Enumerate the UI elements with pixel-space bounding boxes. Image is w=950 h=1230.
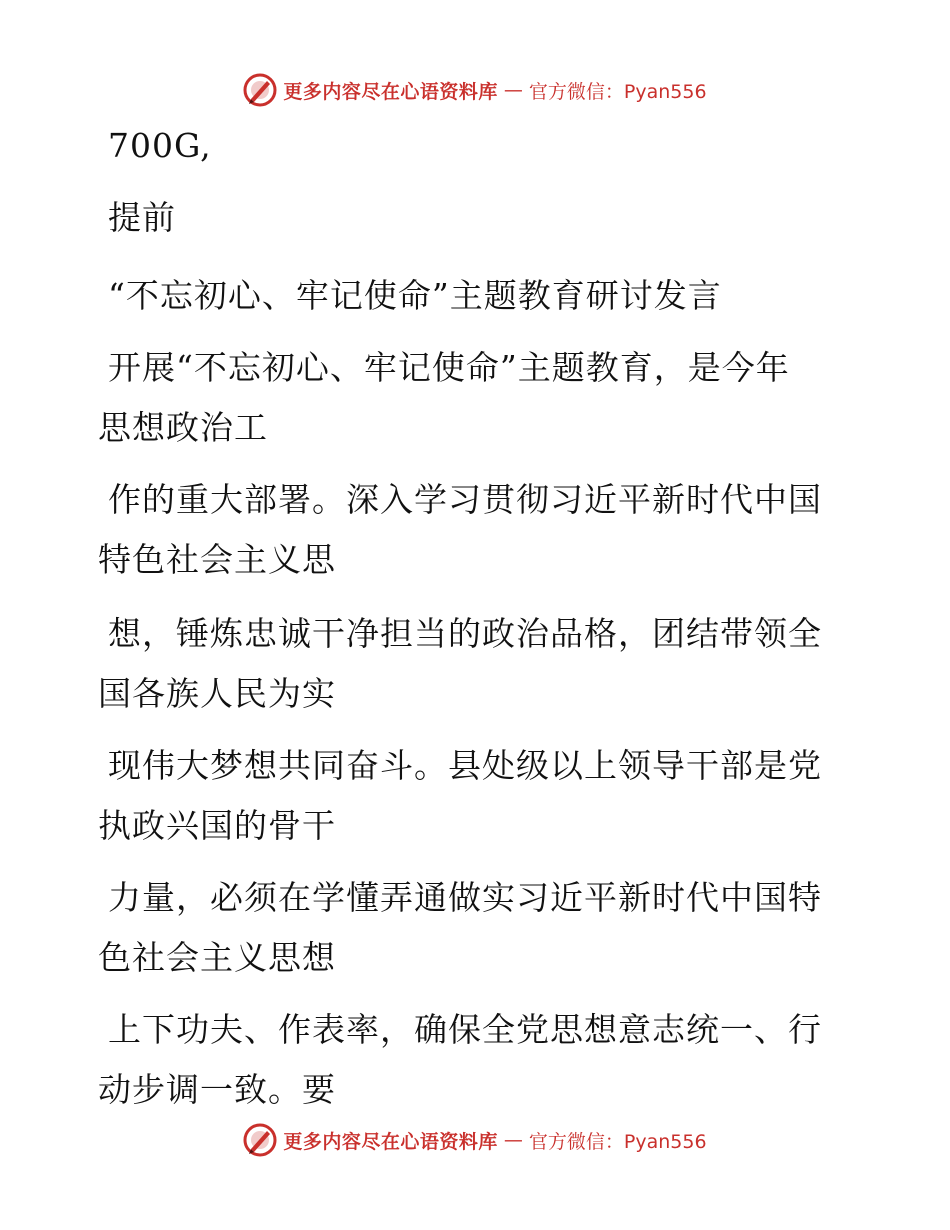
watermark-title: 更多内容尽在心语资料库 [283,1130,498,1153]
document-line: 现伟大梦想共同奋斗。县处级以上领导干部是党 [108,746,822,785]
header-watermark-content [243,73,706,107]
watermark-separator: — [503,79,523,101]
pen-logo-icon [243,73,277,107]
document-line: 提前 [108,198,176,237]
document-line: 700G, [108,126,212,165]
document-line: 执政兴国的骨干 [98,806,336,845]
header-watermark [0,68,950,112]
document-line: 色社会主义思想 [98,938,336,977]
document-line: 国各族人民为实 [98,674,336,713]
document-line: 力量，必须在学懂弄通做实习近平新时代中国特 [108,878,822,917]
document-line: 动步调一致。要 [98,1070,336,1109]
watermark-contact: 官方微信：Pyan556 [528,80,707,103]
watermark-contact: 官方微信：Pyan556 [528,1130,707,1153]
footer-watermark-content [243,1123,706,1157]
watermark-title: 更多内容尽在心语资料库 [283,80,498,103]
footer-watermark [0,1118,950,1162]
watermark-separator: — [503,1129,523,1151]
document-line: 开展“不忘初心、牢记使命”主题教育，是今年 [108,348,790,387]
document-line: 思想政治工 [98,408,268,447]
document-line: 作的重大部署。深入学习贯彻习近平新时代中国 [108,480,822,519]
document-line: 上下功夫、作表率，确保全党思想意志统一、行 [108,1010,822,1049]
document-line: 特色社会主义思 [98,540,336,579]
pen-logo-icon [243,1123,277,1157]
document-line: 想，锤炼忠诚干净担当的政治品格，团结带领全 [108,614,822,653]
document-line: “不忘初心、牢记使命”主题教育研讨发言 [108,276,722,315]
